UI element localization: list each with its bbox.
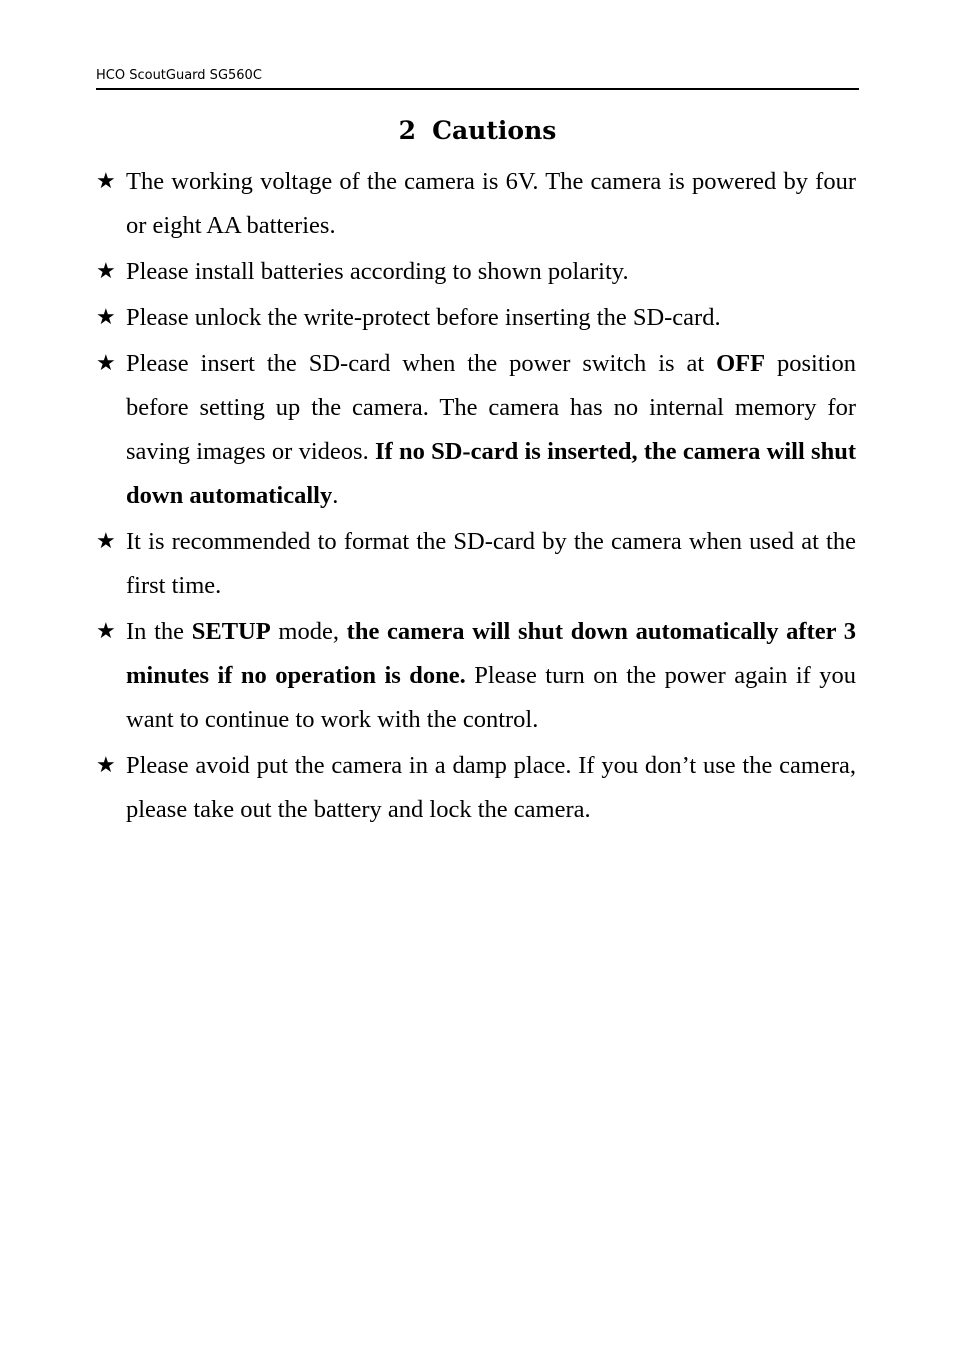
star-bullet-icon: ★ xyxy=(96,753,116,778)
section-title-text: Cautions xyxy=(432,116,557,145)
caution-bold-text: the camera will shut down automatically after 3 minutes if no operation is done. xyxy=(126,618,856,689)
star-bullet-icon: ★ xyxy=(96,351,116,376)
running-header: HCO ScoutGuard SG560C xyxy=(96,66,859,90)
caution-item xyxy=(96,250,856,294)
caution-text: Please unlock the write-protect before inserting the SD-card. xyxy=(126,304,721,331)
star-bullet-icon: ★ xyxy=(96,529,116,554)
caution-text: Please turn on the power again if you want to continue to work with the control. xyxy=(126,662,857,733)
cautions-list xyxy=(96,160,856,834)
caution-bold-text: OFF xyxy=(716,350,766,377)
caution-text: position before setting up the camera. The camera has no internal memory for saving images or videos. xyxy=(126,350,856,465)
caution-text: The working voltage of the camera is 6V. The camera is powered by four or eight AA batteries. xyxy=(126,168,856,239)
star-bullet-icon: ★ xyxy=(96,305,116,330)
caution-text: Please avoid put the camera in a damp place. If you don’t use the camera, please take out the battery and lock the camera. xyxy=(126,752,856,823)
caution-bold-text: If no SD-card is inserted, the camera will shut down automatically xyxy=(126,438,856,509)
section-title xyxy=(96,110,859,152)
caution-item xyxy=(96,160,856,248)
star-bullet-icon: ★ xyxy=(96,619,116,644)
caution-item xyxy=(96,610,856,742)
caution-bold-text: SETUP xyxy=(191,618,271,645)
caution-text: Please insert the SD-card when the power switch is at xyxy=(126,350,717,377)
caution-text: Please install batteries according to shown polarity. xyxy=(126,258,629,285)
star-bullet-icon: ★ xyxy=(96,169,116,194)
caution-item xyxy=(96,744,856,832)
section-number: 2 xyxy=(398,116,417,145)
caution-item xyxy=(96,296,856,340)
caution-item xyxy=(96,342,856,518)
caution-text: It is recommended to format the SD-card by the camera when used at the first time. xyxy=(126,528,856,599)
caution-item xyxy=(96,520,856,608)
caution-text: . xyxy=(332,482,339,509)
star-bullet-icon: ★ xyxy=(96,259,116,284)
caution-text: In the xyxy=(126,618,192,645)
caution-text: mode, xyxy=(270,618,347,645)
